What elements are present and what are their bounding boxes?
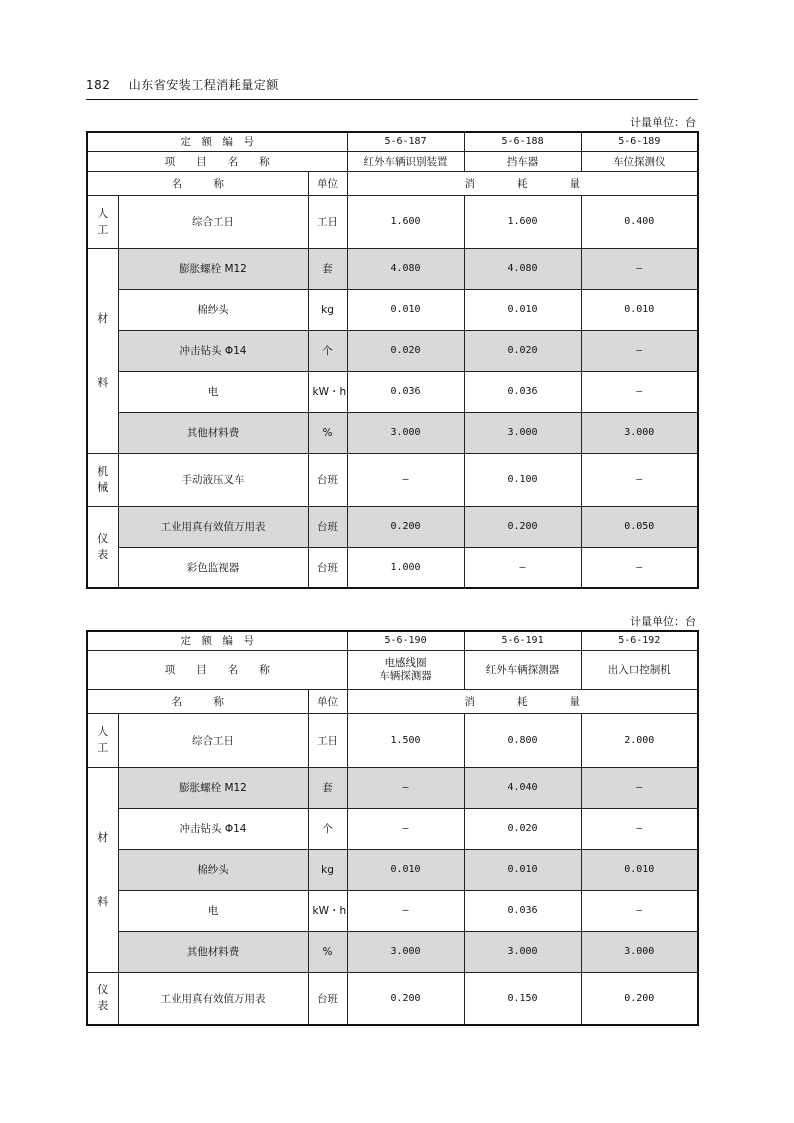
resource-name: 综合工日 [118,713,308,767]
resource-unit: kg [308,849,347,890]
resource-name: 其他材料费 [118,931,308,972]
value-cell: 3.000 [581,931,698,972]
resource-unit: kW・h [308,890,347,931]
value-cell: — [581,453,698,506]
code-cell: 5-6-187 [347,132,464,151]
value-cell: 3.000 [464,931,581,972]
resource-unit: 个 [308,808,347,849]
resource-name: 综合工日 [118,195,308,248]
name-header: 名 称 [87,689,308,713]
value-cell: — [347,453,464,506]
code-cell: 5-6-189 [581,132,698,151]
resource-unit: 台班 [308,972,347,1025]
value-cell: 0.010 [581,849,698,890]
table-row [87,195,698,248]
value-cell: 3.000 [347,931,464,972]
value-cell: 0.150 [464,972,581,1025]
code-cell: 5-6-192 [581,631,698,650]
table-row [87,767,698,808]
table-row [87,972,698,1025]
value-cell: 0.050 [581,506,698,547]
code-row [87,631,698,650]
value-cell: 0.200 [347,506,464,547]
table-row [87,248,698,289]
value-cell: 0.036 [464,371,581,412]
value-cell: — [581,547,698,588]
item-header: 项 目 名 称 [87,151,347,171]
resource-name: 彩色监视器 [118,547,308,588]
unit-header: 单位 [308,171,347,195]
consume-header: 消 耗 量 [347,171,698,195]
value-cell: — [581,330,698,371]
resource-unit: 台班 [308,547,347,588]
code-cell: 5-6-191 [464,631,581,650]
value-cell: 0.010 [581,289,698,330]
resource-name: 棉纱头 [118,849,308,890]
table-row [87,890,698,931]
category-instrument: 仪 表 [87,972,118,1025]
value-cell: — [464,547,581,588]
value-cell: — [347,767,464,808]
table-row [87,547,698,588]
page-number: 182 [86,78,111,92]
resource-name: 膨胀螺栓 M12 [118,248,308,289]
item-header: 项 目 名 称 [87,650,347,689]
column-header-row [87,171,698,195]
resource-unit: 套 [308,248,347,289]
table-row [87,453,698,506]
value-cell: 1.600 [464,195,581,248]
resource-unit: kW・h [308,371,347,412]
value-cell: 1.000 [347,547,464,588]
value-cell: 0.020 [464,808,581,849]
unit-header: 单位 [308,689,347,713]
table-row [87,371,698,412]
resource-unit: % [308,931,347,972]
page-header [86,76,279,93]
value-cell: 0.400 [581,195,698,248]
column-header-row [87,689,698,713]
unit-label-1: 计量单位：台 [630,116,696,129]
value-cell: — [581,248,698,289]
table-row [87,713,698,767]
value-cell: 4.040 [464,767,581,808]
value-cell: 0.010 [464,289,581,330]
resource-unit: 个 [308,330,347,371]
value-cell: 3.000 [581,412,698,453]
value-cell: 0.200 [581,972,698,1025]
resource-unit: 台班 [308,506,347,547]
code-cell: 5-6-190 [347,631,464,650]
value-cell: 0.200 [464,506,581,547]
name-header: 名 称 [87,171,308,195]
value-cell: — [581,890,698,931]
value-cell: 1.600 [347,195,464,248]
book-title: 山东省安装工程消耗量定额 [128,78,279,92]
value-cell: 0.020 [347,330,464,371]
resource-unit: 工日 [308,195,347,248]
resource-name: 冲击钻头 Φ14 [118,330,308,371]
resource-name: 电 [118,890,308,931]
item-row [87,650,698,689]
value-cell: 0.036 [347,371,464,412]
resource-name: 棉纱头 [118,289,308,330]
value-cell: 3.000 [464,412,581,453]
value-cell: — [581,808,698,849]
resource-name: 工业用真有效值万用表 [118,506,308,547]
resource-unit: kg [308,289,347,330]
value-cell: 0.010 [347,289,464,330]
value-cell: — [581,371,698,412]
value-cell: 0.036 [464,890,581,931]
header-rule [86,99,698,100]
category-material: 材 料 [87,767,118,972]
value-cell: 0.200 [347,972,464,1025]
resource-name: 膨胀螺栓 M12 [118,767,308,808]
resource-unit: % [308,412,347,453]
value-cell: 4.080 [347,248,464,289]
item-name: 出入口控制机 [581,650,698,689]
value-cell: — [347,808,464,849]
value-cell: 1.500 [347,713,464,767]
value-cell: 4.080 [464,248,581,289]
code-header: 定 额 编 号 [87,132,347,151]
code-header: 定 额 编 号 [87,631,347,650]
resource-name: 手动液压叉车 [118,453,308,506]
value-cell: 0.800 [464,713,581,767]
value-cell: 2.000 [581,713,698,767]
value-cell: 3.000 [347,412,464,453]
table-row [87,849,698,890]
code-cell: 5-6-188 [464,132,581,151]
resource-unit: 套 [308,767,347,808]
value-cell: 0.100 [464,453,581,506]
table-row [87,330,698,371]
item-name: 红外车辆识别装置 [347,151,464,171]
item-name: 车位探测仪 [581,151,698,171]
table-row [87,412,698,453]
item-name: 红外车辆探测器 [464,650,581,689]
category-machine: 机 械 [87,453,118,506]
value-cell: — [581,767,698,808]
item-name: 电感线圈 车辆探测器 [347,650,464,689]
category-instrument: 仪 表 [87,506,118,588]
resource-name: 冲击钻头 Φ14 [118,808,308,849]
table-row [87,808,698,849]
quota-table-2 [86,630,699,1026]
code-row [87,132,698,151]
resource-unit: 台班 [308,453,347,506]
quota-table-1 [86,131,699,589]
table-row [87,289,698,330]
category-labor: 人 工 [87,713,118,767]
item-name: 挡车器 [464,151,581,171]
category-material: 材 料 [87,248,118,453]
resource-name: 工业用真有效值万用表 [118,972,308,1025]
unit-label-2: 计量单位：台 [630,615,696,628]
table-row [87,506,698,547]
table-row [87,931,698,972]
value-cell: 0.010 [347,849,464,890]
resource-name: 电 [118,371,308,412]
category-labor: 人 工 [87,195,118,248]
consume-header: 消 耗 量 [347,689,698,713]
item-row [87,151,698,171]
resource-name: 其他材料费 [118,412,308,453]
value-cell: 0.020 [464,330,581,371]
value-cell: — [347,890,464,931]
value-cell: 0.010 [464,849,581,890]
resource-unit: 工日 [308,713,347,767]
